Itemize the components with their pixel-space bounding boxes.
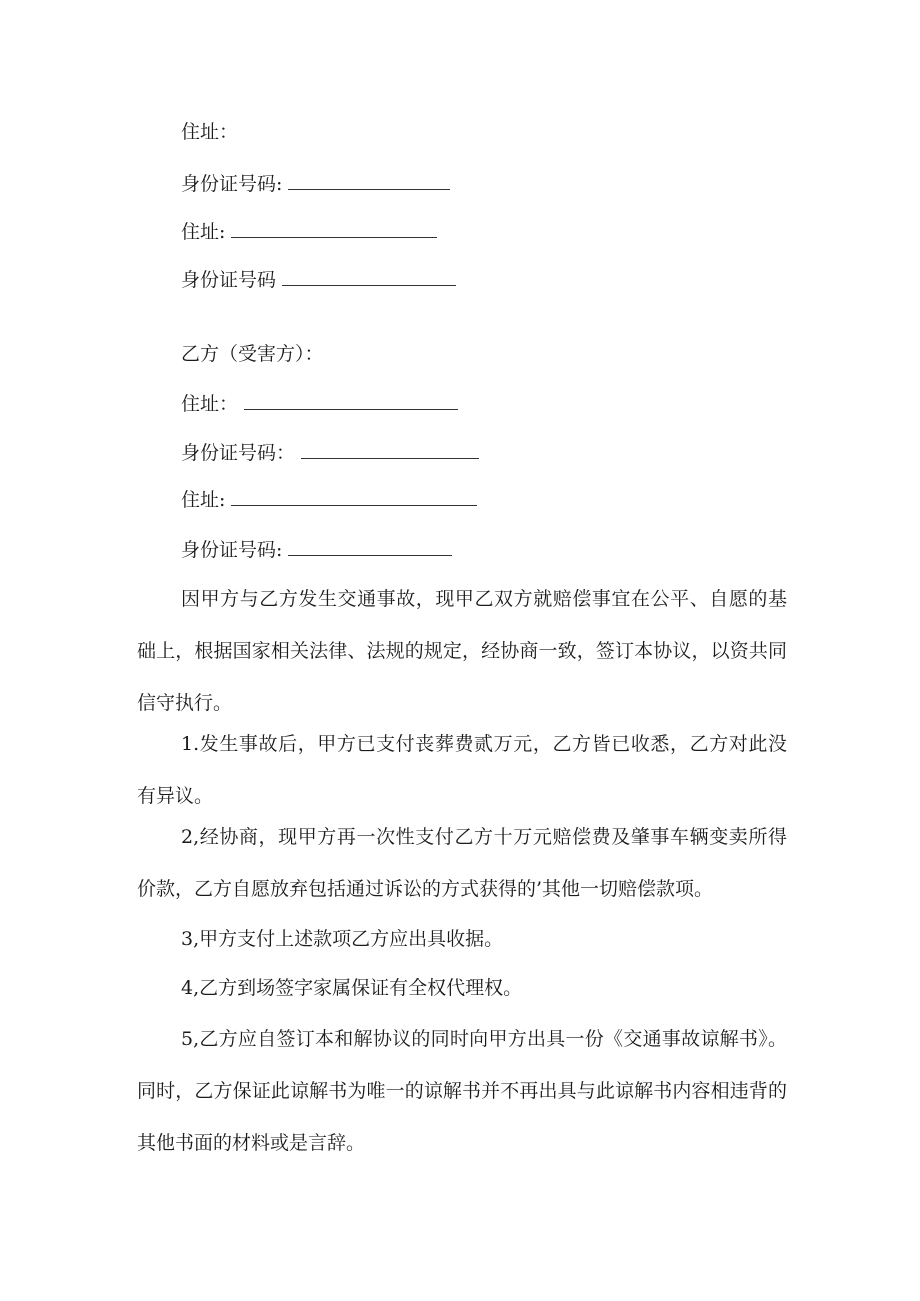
address-blank[interactable] <box>231 487 477 506</box>
id-number-blank[interactable] <box>288 537 452 556</box>
clause-1: 1.发生事故后，甲方已支付丧葬费贰万元，乙方皆已收悉，乙方对此没有异议。 <box>137 733 787 807</box>
clause-2: 2,经协商，现甲方再一次性支付乙方十万元赔偿费及肇事车辆变卖所得价款，乙方自愿放弃包括通过诉讼的方式获得的’其他一切赔偿款项。 <box>137 826 787 900</box>
address-blank[interactable] <box>231 219 437 238</box>
clause-3: 3,甲方支付上述款项乙方应出具收据。 <box>181 928 504 950</box>
id-number-blank[interactable] <box>288 171 450 190</box>
party-a-address-line-2 <box>181 219 437 244</box>
intro-paragraph: 因甲方与乙方发生交通事故，现甲乙双方就赔偿事宜在公平、自愿的基础上，根据国家相关法律、法规的规定，经协商一致，签订本协议，以资共同信守执行。 <box>137 588 787 714</box>
party-a-id-line-2 <box>181 267 456 292</box>
field-label: 住址: <box>181 489 226 511</box>
party-b-id-line <box>181 440 479 465</box>
field-label: 住址： <box>181 393 239 415</box>
field-label: 住址: <box>181 221 226 243</box>
clause-4: 4,乙方到场签字家属保证有全权代理权。 <box>181 977 523 999</box>
party-b-heading: 乙方（受害方）： <box>181 343 324 365</box>
field-label: 身份证号码: <box>181 173 283 195</box>
party-b-address-line <box>181 391 458 416</box>
address-blank[interactable] <box>244 391 458 410</box>
party-b-address-line-2 <box>181 487 477 512</box>
party-a-address-line <box>181 120 238 144</box>
party-b-id-line-2 <box>181 537 452 562</box>
field-label: 住址： <box>181 121 239 143</box>
id-number-blank[interactable] <box>282 267 456 286</box>
id-number-blank[interactable] <box>301 440 479 459</box>
field-label: 身份证号码 <box>181 269 277 291</box>
party-a-id-line <box>181 171 450 196</box>
clause-5: 5,乙方应自签订本和解协议的同时向甲方出具一份《交通事故谅解书》。同时，乙方保证此谅解书为唯一的谅解书并不再出具与此谅解书内容相违背的其他书面的材料或是言辞。 <box>137 1028 787 1154</box>
field-label: 身份证号码： <box>181 442 296 464</box>
field-label: 身份证号码: <box>181 539 283 561</box>
